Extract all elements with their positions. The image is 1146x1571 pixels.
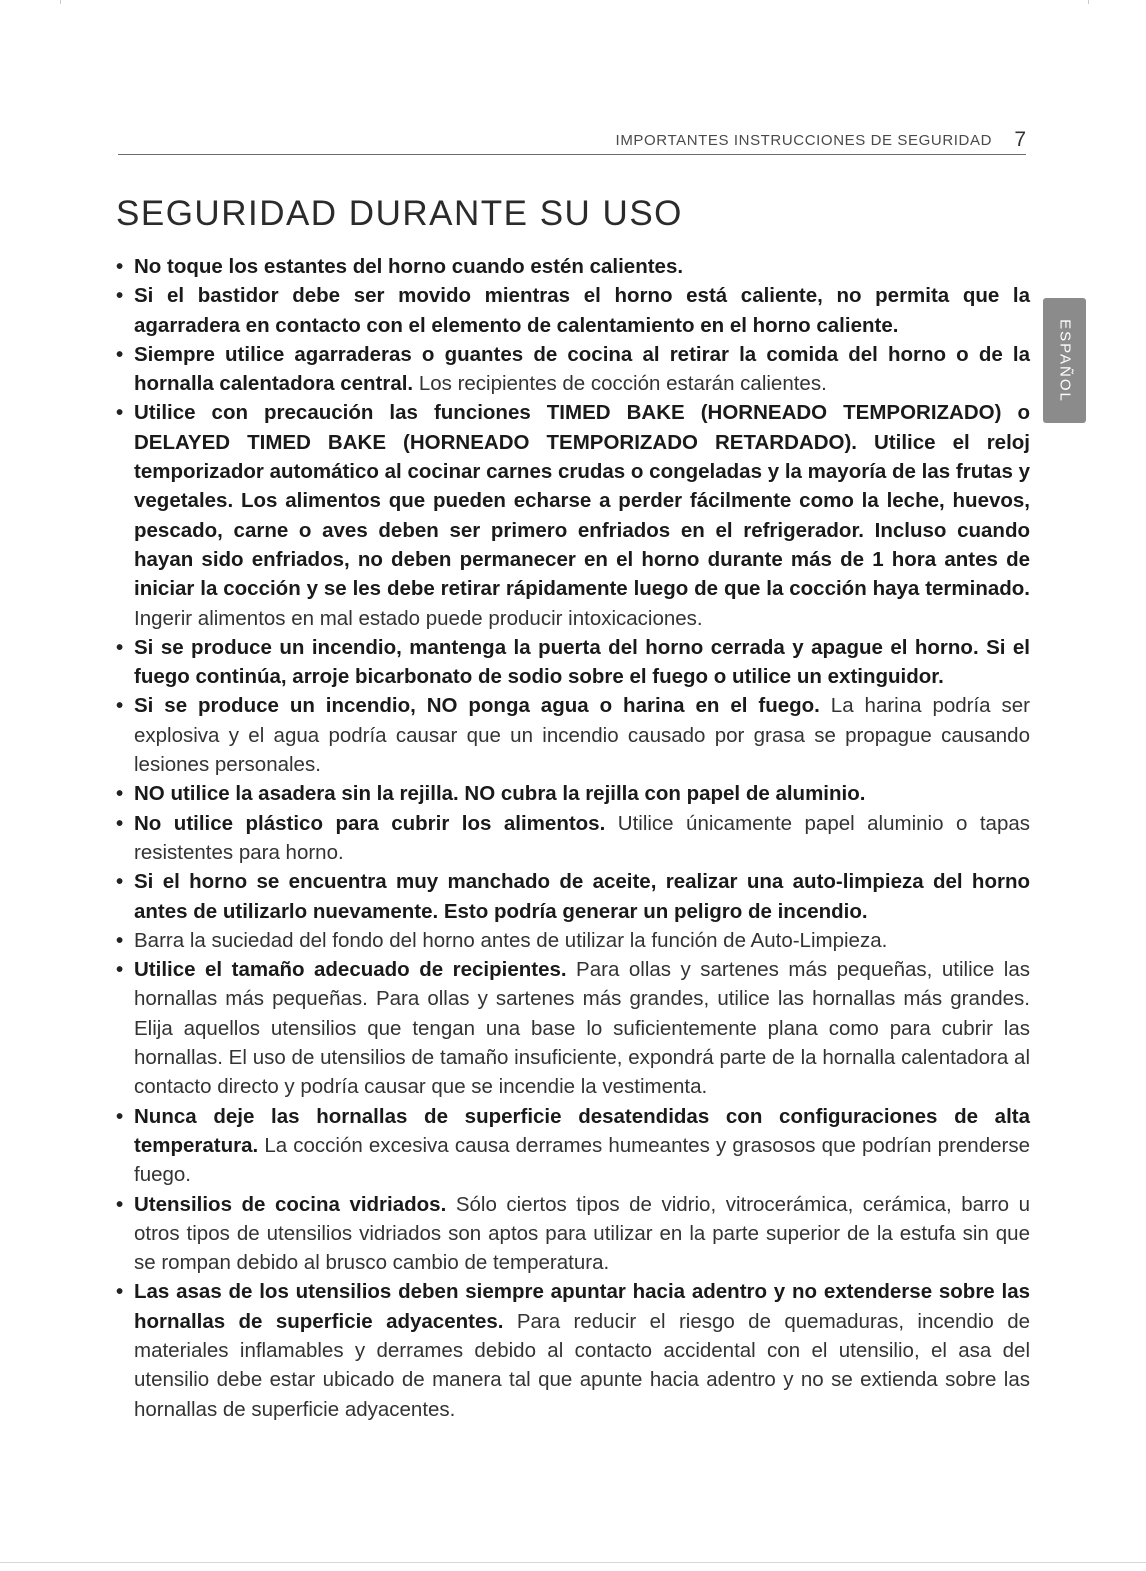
safety-item-text: Para reducir el riesgo de quemaduras, incendio de materiales inflamables y derrames debido al contacto accidental con el utensilio, el asa del utensilio debe estar ubicado de manera tal que apunte hacia adentro y no se extienda sobre las hornallas de superficie adyacentes. [134, 1309, 1030, 1421]
safety-item-bold-text: No toque los estantes del horno cuando estén calientes. [134, 255, 684, 278]
safety-item-text: Barra la suciedad del fondo del horno antes de utilizar la función de Auto-Limpieza. [134, 928, 888, 952]
safety-item [114, 1277, 1030, 1423]
safety-item [114, 926, 1030, 955]
bullet-icon: • [116, 401, 124, 425]
safety-item [114, 281, 1030, 340]
bullet-icon: • [116, 958, 124, 982]
page-header [118, 130, 1026, 155]
safety-item [114, 955, 1030, 1101]
safety-item-text: Ingerir alimentos en mal estado puede producir intoxicaciones. [134, 606, 703, 630]
safety-item-bold-text: Utilice con precaución las funciones TIMED BAKE (HORNEADO TEMPORIZADO) o DELAYED TIMED BAKE (HORNEADO TEMPORIZADO RETARDADO). Utilice el reloj temporizador automático al cocinar carnes crudas o congeladas y la mayoría de las frutas y vegetales. Los alimentos que pueden echarse a perder fácilmente como la leche, huevos, pescado, carne o aves deben ser primero enfriados en el refrigerador. Incluso cuando hayan sido enfriados, no deben permanecer en el horno durante más de 1 hora antes de iniciar la cocción y se les debe retirar rápidamente luego de que la cocción haya terminado. [134, 401, 1030, 601]
safety-item [114, 1102, 1030, 1190]
bullet-icon: • [116, 635, 124, 659]
bullet-icon: • [116, 870, 124, 894]
safety-item [114, 779, 1030, 808]
safety-item-bold-text: Las asas de los utensilios deben siempre apuntar hacia adentro y no extenderse sobre las hornallas de superficie adyacentes. [134, 1280, 1030, 1333]
page-number: 7 [1014, 128, 1026, 151]
bullet-icon: • [116, 255, 124, 278]
section-title: SEGURIDAD DURANTE SU USO [116, 194, 683, 233]
safety-item [114, 340, 1030, 399]
bullet-icon: • [116, 811, 124, 835]
safety-item-text: Los recipientes de cocción estarán calientes. [413, 372, 827, 396]
safety-item-bold-text: No utilice plástico para cubrir los alimentos. [134, 811, 606, 835]
safety-item [114, 633, 1030, 692]
safety-item-text: La harina podría ser explosiva y el agua podría causar que un incendio causado por grasa se propague causando lesiones personales. [134, 694, 1030, 777]
safety-item-bold-text: Nunca deje las hornallas de superficie desatendidas con configuraciones de alta temperatura. [134, 1104, 1030, 1157]
bullet-icon: • [116, 694, 124, 718]
language-tab [1043, 298, 1086, 423]
bullet-icon: • [116, 1192, 124, 1216]
safety-item-bold-text: Siempre utilice agarraderas o guantes de cocina al retirar la comida del horno o de la hornalla calentadora central. [134, 342, 1030, 396]
safety-item [114, 809, 1030, 868]
bullet-icon: • [116, 928, 124, 952]
bottom-rule [0, 1562, 1146, 1563]
safety-item [114, 691, 1030, 779]
language-tab-label: ESPAÑOL [1056, 318, 1073, 403]
safety-item-bold-text: Si se produce un incendio, mantenga la puerta del horno cerrada y apague el horno. Si el fuego continúa, arroje bicarbonato de sodio sobre el fuego o utilice un extinguidor. [134, 635, 1030, 689]
bullet-icon: • [116, 1104, 124, 1128]
bullet-icon: • [116, 342, 124, 366]
safety-item-bold-text: Si se produce un incendio, NO ponga agua o harina en el fuego. [134, 694, 820, 718]
crop-mark-left [60, 0, 61, 4]
bullet-icon: • [116, 284, 124, 308]
safety-item-text: Utilice únicamente papel aluminio o tapas resistentes para horno. [134, 811, 1030, 864]
safety-item [114, 252, 1030, 281]
safety-item-bold-text: Utilice el tamaño adecuado de recipientes. [134, 958, 567, 982]
safety-item-text: Para ollas y sartenes más pequeñas, utilice las hornallas más pequeñas. Para ollas y sartenes más grandes, utilice las hornallas más grandes. Elija aquellos utensilios que tengan una base lo suficientemente plana como para cubrir las hornallas. El uso de utensilios de tamaño insuficiente, expondrá parte de la hornalla calentadora al contacto directo y podría causar que se incendie la vestimenta. [134, 958, 1030, 1099]
safety-item-bold-text: Utensilios de cocina vidriados. [134, 1192, 447, 1216]
safety-item [114, 398, 1030, 632]
safety-list [114, 252, 1030, 1424]
safety-item-text: La cocción excesiva causa derrames humeantes y grasosos que podrían prenderse fuego. [134, 1133, 1030, 1187]
safety-item [114, 867, 1030, 926]
safety-item-bold-text: NO utilice la asadera sin la rejilla. NO cubra la rejilla con papel de aluminio. [134, 782, 866, 806]
safety-item [114, 1190, 1030, 1278]
safety-item-bold-text: Si el horno se encuentra muy manchado de aceite, realizar una auto-limpieza del horno antes de utilizarlo nuevamente. Esto podría generar un peligro de incendio. [134, 870, 1030, 923]
header-title: IMPORTANTES INSTRUCCIONES DE SEGURIDAD [615, 132, 992, 149]
crop-mark-right [1088, 0, 1089, 4]
bullet-icon: • [116, 1280, 124, 1304]
safety-item-bold-text: Si el bastidor debe ser movido mientras el horno está caliente, no permita que la agarradera en contacto con el elemento de calentamiento en el horno caliente. [134, 284, 1030, 337]
safety-item-text: Sólo ciertos tipos de vidrio, vitrocerámica, cerámica, barro u otros tipos de utensilios vidriados son aptos para utilizar en la parte superior de la estufa sin que se rompan debido al brusco cambio de temperatura. [134, 1192, 1030, 1275]
bullet-icon: • [116, 782, 124, 806]
